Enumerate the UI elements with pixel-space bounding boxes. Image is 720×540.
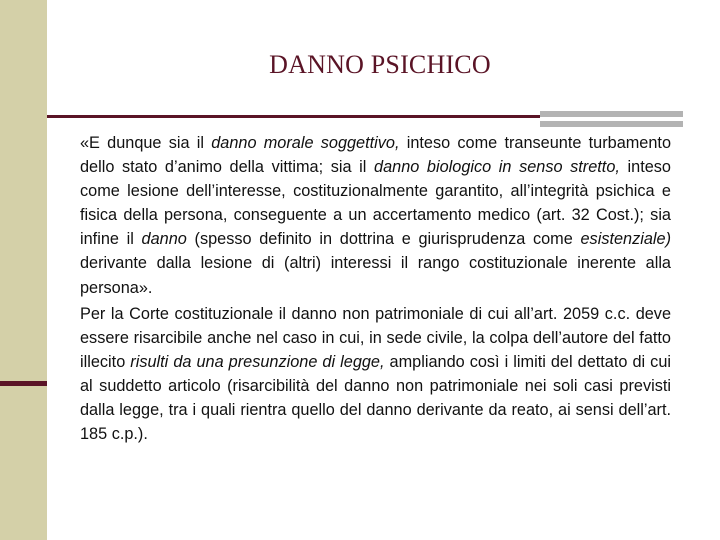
text-run-italic: risulti da una presunzione di legge,	[130, 352, 385, 371]
slide-title: DANNO PSICHICO	[269, 50, 491, 79]
text-run: inteso come lesione dell’interesse, costituzionalmente garantito, all’integrità psichica e fisica della persona, conseguente a un accertamento medico (art. 32 Cost.); sia infine il	[80, 158, 671, 249]
text-run: «E dunque sia il	[80, 134, 212, 152]
text-run: derivante dalla lesione di (altri) interessi il rango costituzionale inerente alla persona».	[80, 254, 671, 297]
text-run: ampliando così i limiti del dettato di cui al suddetto articolo (risarcibilità del danno non patrimoniale nei soli casi previsti dalla legge, tra i quali rientra quello del danno derivante da reato, ai sensi dell’art. 185 c.p.).	[80, 352, 671, 444]
slide-body	[80, 131, 671, 446]
sidebar-accent-line	[0, 381, 47, 386]
text-run-italic: danno	[141, 230, 187, 249]
text-run-italic: danno biologico in senso stretto,	[374, 158, 620, 177]
title-rule	[47, 115, 540, 118]
text-run: inteso come transeunte turbamento dello stato d’animo della vittima; sia il	[80, 134, 671, 177]
paragraph-quote	[80, 131, 671, 300]
rule-grey-lower	[540, 121, 683, 127]
paragraph-corte	[80, 302, 671, 447]
text-run-italic: esistenziale)	[580, 230, 671, 249]
left-sidebar-band	[0, 0, 47, 540]
text-run: (spesso definito in dottrina e giurisprudenza come	[186, 230, 581, 249]
text-run: Per la Corte costituzionale il danno non patrimoniale di cui all’art. 2059 c.c. deve essere risarcibile anche nel caso in cui, in sede civile, la colpa dell’autore del fatto illecito	[80, 304, 671, 371]
rule-grey-upper	[540, 111, 683, 117]
text-run-italic: danno morale soggettivo,	[211, 134, 400, 152]
